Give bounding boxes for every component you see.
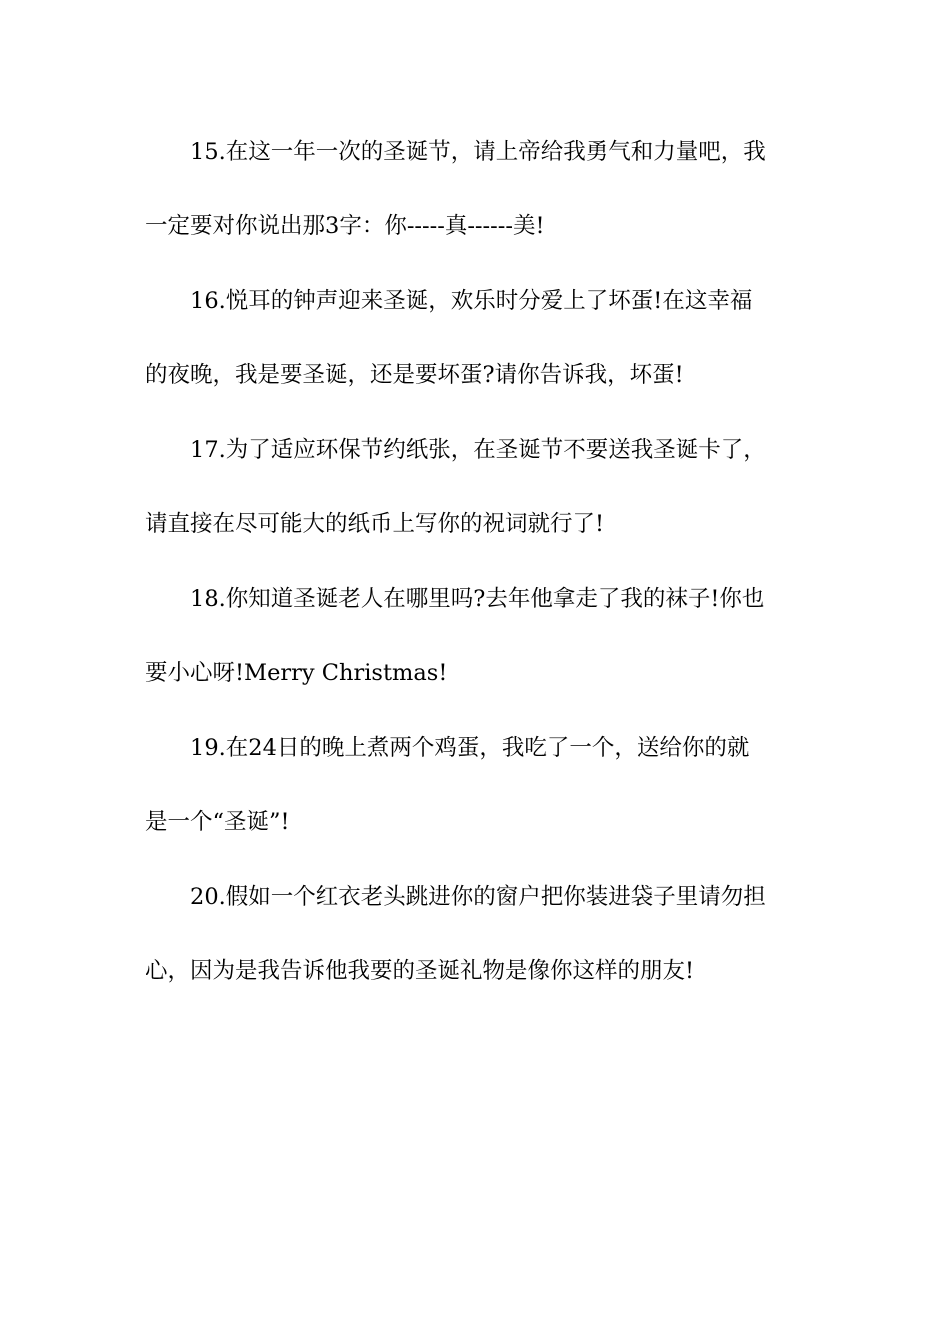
paragraph-18-line-1: 18.你知道圣诞老人在哪里吗?去年他拿走了我的袜子!你也 [190,586,765,612]
paragraph-19-line-1: 19.在24日的晚上煮两个鸡蛋，我吃了一个，送给你的就 [190,735,750,761]
paragraph-18-line-2: 要小心呀!Merry Christmas! [145,660,448,686]
paragraph-20-line-1: 20.假如一个红衣老头跳进你的窗户把你装进袋子里请勿担 [190,884,766,910]
paragraph-16-line-1: 16.悦耳的钟声迎来圣诞，欢乐时分爱上了坏蛋!在这幸福 [190,288,753,314]
paragraph-19-line-2: 是一个“圣诞”! [145,809,290,835]
paragraph-15-line-1: 15.在这一年一次的圣诞节，请上帝给我勇气和力量吧，我 [190,139,766,165]
paragraph-15-line-2: 一定要对你说出那3字：你-----真------美! [145,213,545,239]
paragraph-17-line-1: 17.为了适应环保节约纸张，在圣诞节不要送我圣诞卡了， [190,437,766,463]
paragraph-16-line-2: 的夜晚，我是要圣诞，还是要坏蛋?请你告诉我，坏蛋! [145,362,684,388]
paragraph-20-line-2: 心，因为是我告诉他我要的圣诞礼物是像你这样的朋友! [145,958,695,984]
paragraph-17-line-2: 请直接在尽可能大的纸币上写你的祝词就行了! [145,511,605,537]
